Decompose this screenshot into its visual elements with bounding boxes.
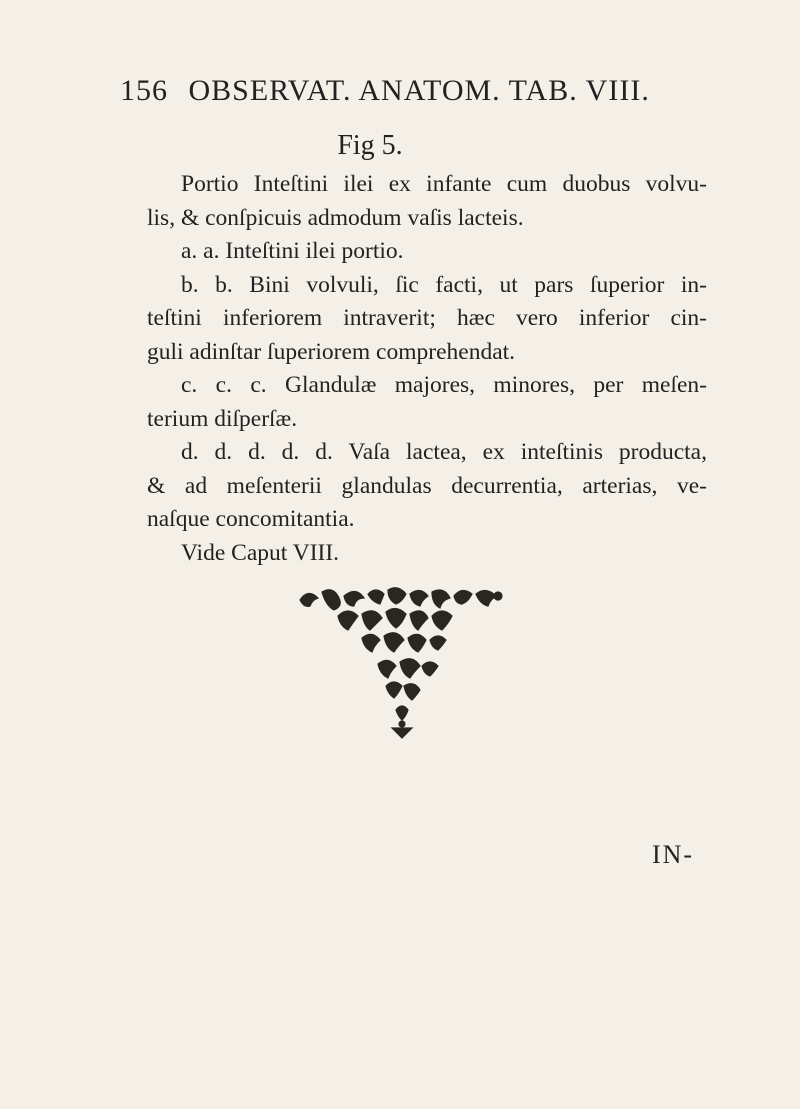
page-number: 156 (120, 74, 168, 107)
body-line: Portio Inteſtini ilei ex infante cum duobus volvu- (181, 171, 707, 197)
body-line: d. d. d. d. d. Vaſa lactea, ex inteſtinis producta, (181, 439, 707, 465)
catchword: IN- (652, 840, 695, 869)
body-line: c. c. c. Glandulæ majores, minores, per meſen- (181, 372, 707, 398)
body-line: terium diſperſæ. (147, 405, 298, 432)
body-line: b. b. Bini volvuli, ſic facti, ut pars ſuperior in- (181, 271, 707, 298)
body-line: a. a. Inteſtini ilei portio. (181, 238, 404, 264)
floral-tailpiece-icon (292, 586, 512, 746)
body-line: naſque concomitantia. (147, 506, 355, 532)
body-line: & ad meſenterii glandulas decurrentia, arterias, ve- (147, 472, 707, 499)
figure-title: Fig 5. (337, 130, 403, 161)
body-line: guli adinſtar ſuperiorem comprehendat. (147, 338, 516, 365)
body-line: lis, & conſpicuis admodum vaſis lacteis. (147, 204, 524, 231)
running-header (120, 74, 650, 108)
figure-description (147, 168, 707, 570)
body-line: teſtini inferiorem intraverit; hæc vero inferior cin- (147, 305, 707, 331)
running-title: OBSERVAT. ANATOM. TAB. VIII. (188, 74, 650, 107)
body-line: Vide Caput VIII. (181, 539, 340, 566)
